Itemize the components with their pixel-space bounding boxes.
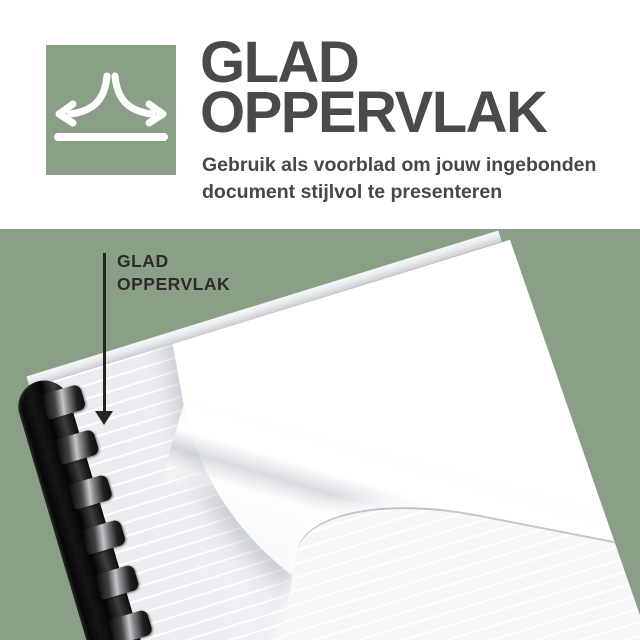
down-arrow-head bbox=[95, 411, 113, 425]
annotation-label-line2: OPPERVLAK bbox=[117, 274, 231, 294]
binding-tooth bbox=[108, 609, 154, 640]
product-photo-section bbox=[0, 229, 640, 640]
page-title bbox=[200, 30, 547, 145]
page-title-line1: GLAD bbox=[200, 30, 359, 95]
down-arrow bbox=[103, 253, 106, 411]
smooth-surface-icon bbox=[46, 45, 176, 175]
annotation-label bbox=[117, 250, 230, 296]
page-subtitle bbox=[202, 152, 596, 206]
annotation-label-line1: GLAD bbox=[117, 251, 169, 271]
page-subtitle-line2: document stijlvol te presenteren bbox=[202, 181, 503, 203]
page-title-line2: OPPERVLAK bbox=[200, 80, 547, 145]
page-subtitle-line1: Gebruik als voorblad om jouw ingebonden bbox=[202, 154, 597, 176]
header-section bbox=[0, 0, 640, 229]
smooth-surface-icon-glyph bbox=[46, 45, 176, 175]
